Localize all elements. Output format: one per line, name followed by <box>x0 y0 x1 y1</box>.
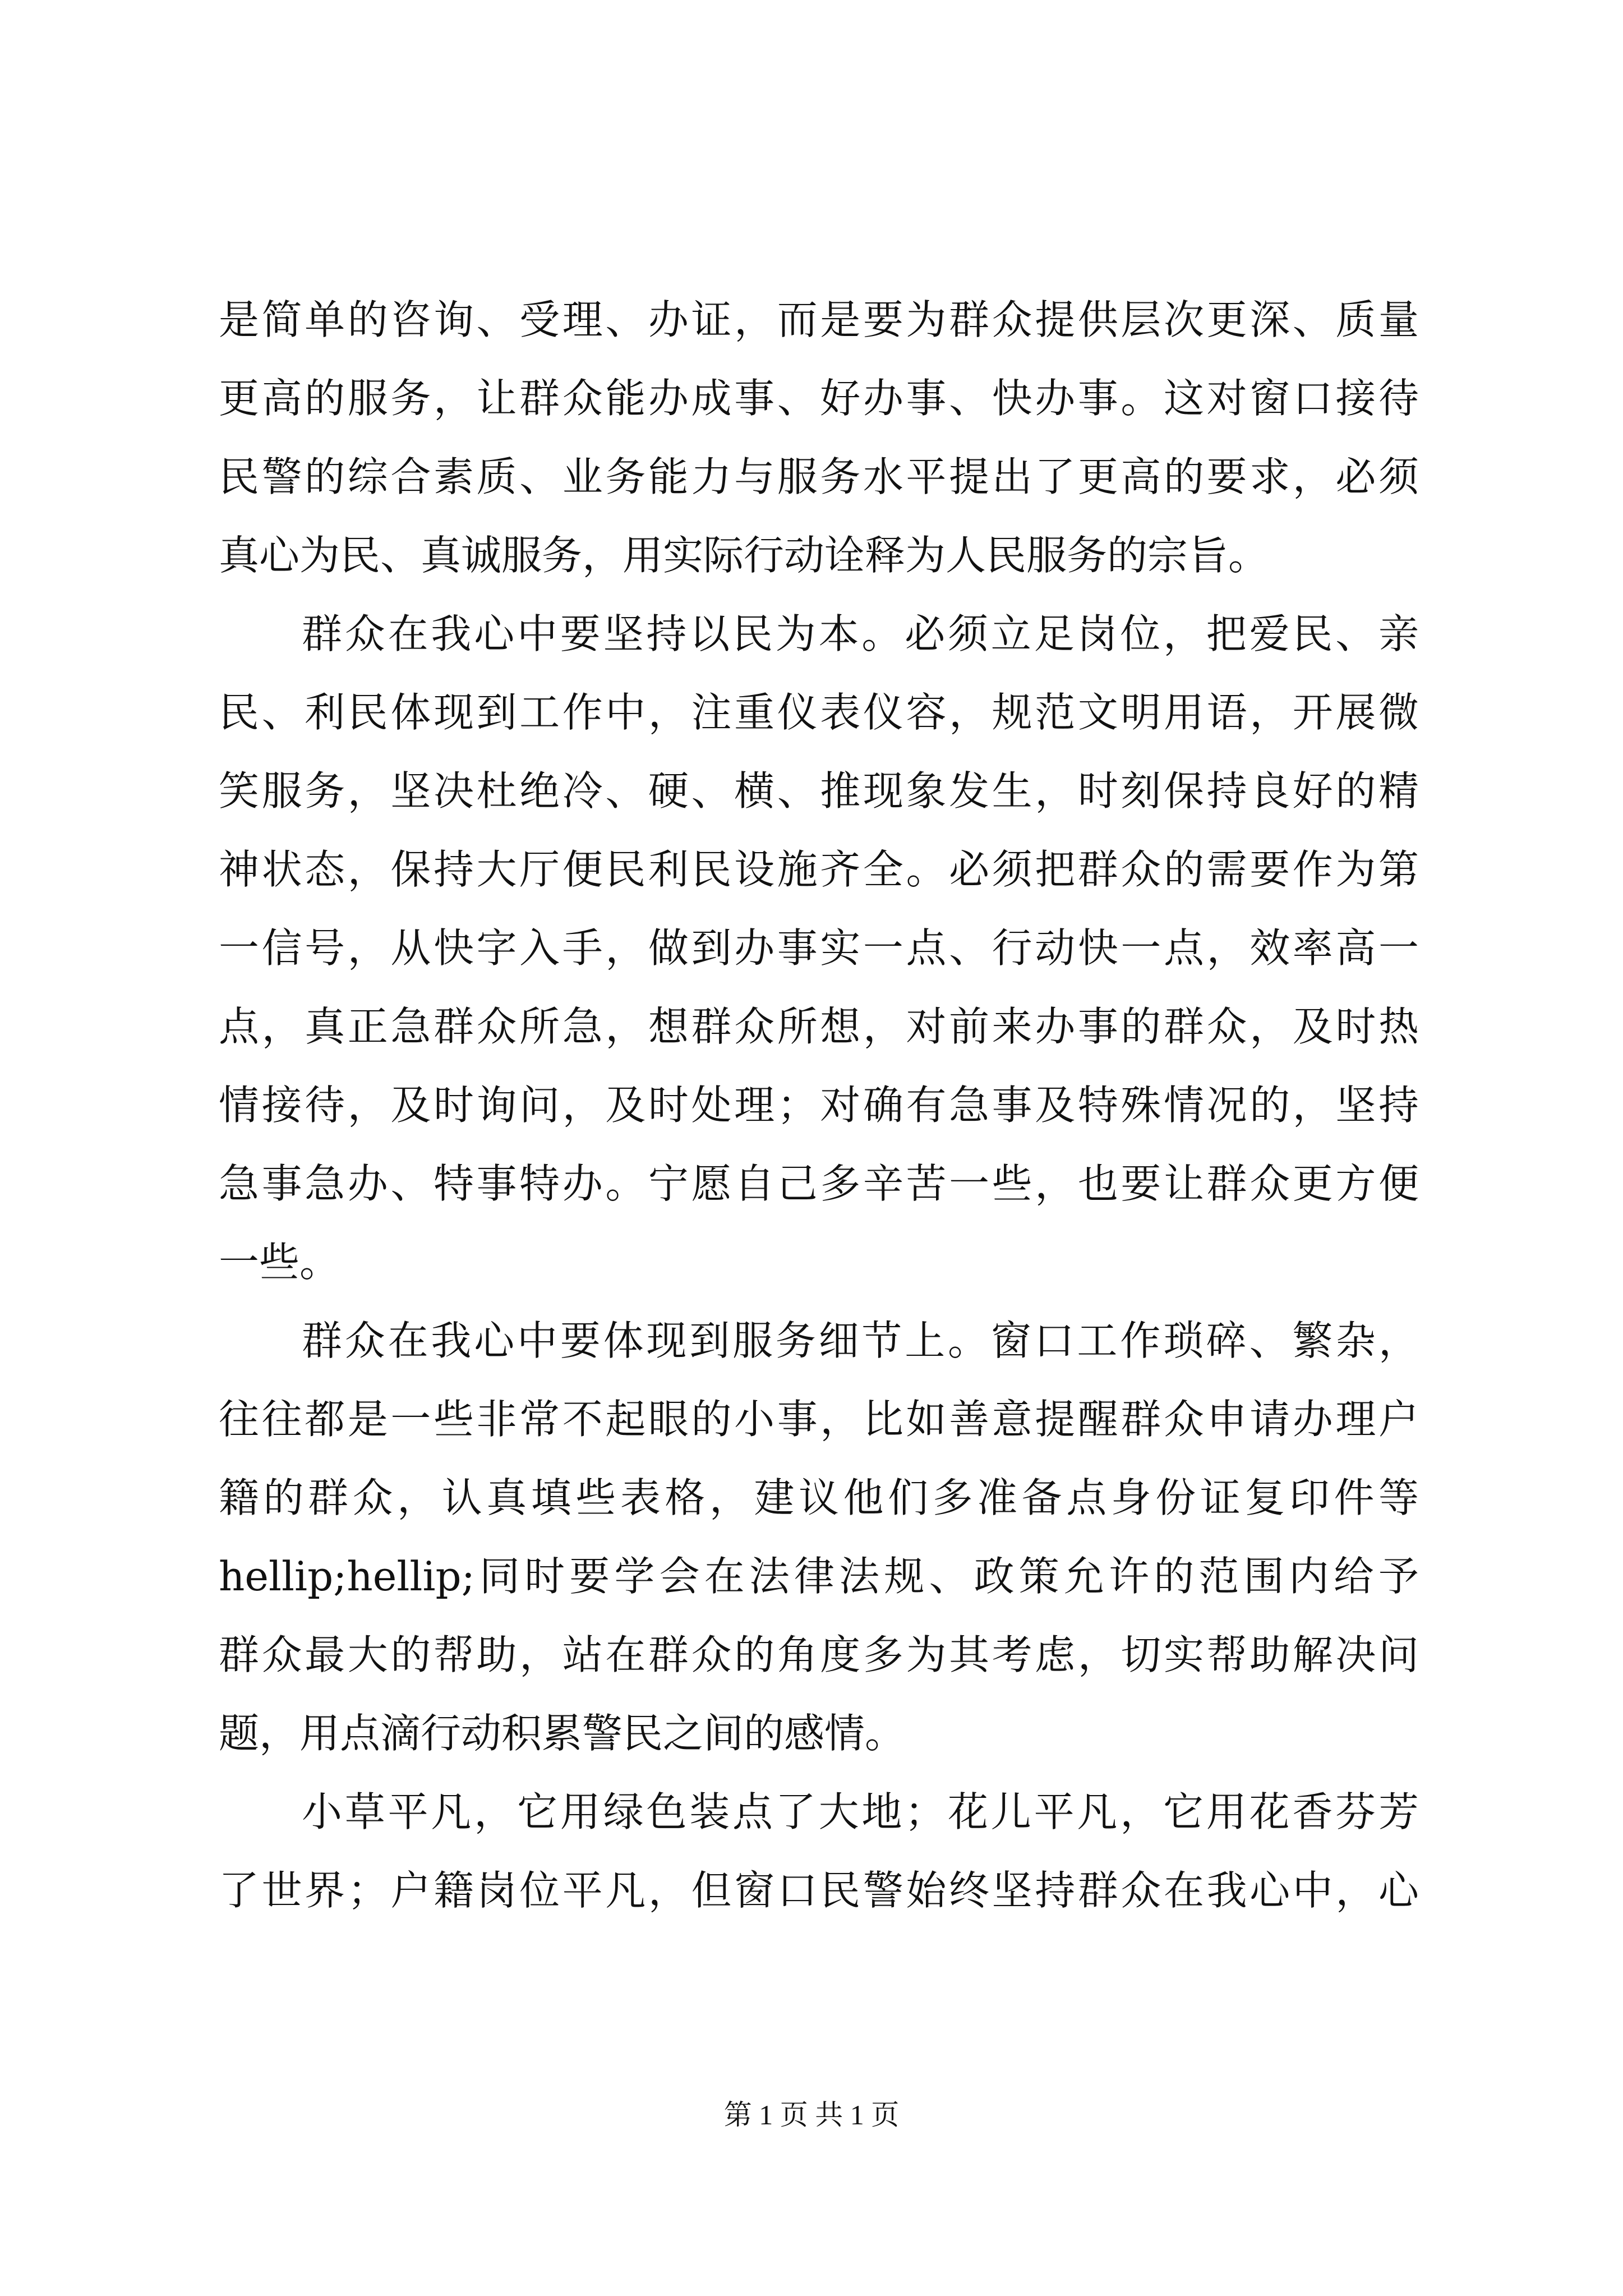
text-line: 民警的综合素质、业务能力与服务水平提出了更高的要求，必须 <box>219 453 1419 500</box>
page-number-footer: 第 1 页 共 1 页 <box>723 2099 900 2131</box>
text-line: 是简单的咨询、受理、办证，而是要为群众提供层次更深、质量 <box>219 296 1419 343</box>
text-line: 一信号，从快字入手，做到办事实一点、行动快一点，效率高一 <box>219 924 1419 972</box>
text-line: hellip;hellip;同时要学会在法律法规、政策允许的范围内给予 <box>219 1553 1419 1600</box>
text-line: 一些。 <box>219 1239 340 1286</box>
text-line: 真心为民、真诚服务，用实际行动诠释为人民服务的宗旨。 <box>219 532 1269 579</box>
paragraph-start-line: 群众在我心中要体现到服务细节上。窗口工作琐碎、繁杂， <box>302 1317 1419 1364</box>
paragraph-start-line: 群众在我心中要坚持以民为本。必须立足岗位，把爱民、亲 <box>302 610 1419 657</box>
text-line: 笑服务，坚决杜绝冷、硬、横、推现象发生，时刻保持良好的精 <box>219 767 1419 815</box>
text-line: 情接待，及时询问，及时处理；对确有急事及特殊情况的，坚持 <box>219 1082 1419 1129</box>
text-line: 急事急办、特事特办。宁愿自己多辛苦一些，也要让群众更方便 <box>219 1160 1419 1207</box>
text-line: 民、利民体现到工作中，注重仪表仪容，规范文明用语，开展微 <box>219 689 1419 736</box>
paragraph-start-line: 小草平凡，它用绿色装点了大地；花儿平凡，它用花香芬芳 <box>302 1788 1419 1835</box>
body-text <box>219 280 1419 1930</box>
text-line: 群众最大的帮助，站在群众的角度多为其考虑，切实帮助解决问 <box>219 1631 1419 1678</box>
text-line: 题，用点滴行动积累警民之间的感情。 <box>219 1710 906 1757</box>
text-line: 往往都是一些非常不起眼的小事，比如善意提醒群众申请办理户 <box>219 1396 1419 1443</box>
text-line: 点，真正急群众所急，想群众所想，对前来办事的群众，及时热 <box>219 1003 1419 1050</box>
text-line: 了世界；户籍岗位平凡，但窗口民警始终坚持群众在我心中，心 <box>219 1867 1419 1914</box>
text-line: 神状态，保持大厅便民利民设施齐全。必须把群众的需要作为第 <box>219 846 1419 893</box>
text-line: 更高的服务，让群众能办成事、好办事、快办事。这对窗口接待 <box>219 375 1419 422</box>
text-line: 籍的群众，认真填些表格，建议他们多准备点身份证复印件等 <box>219 1474 1419 1521</box>
